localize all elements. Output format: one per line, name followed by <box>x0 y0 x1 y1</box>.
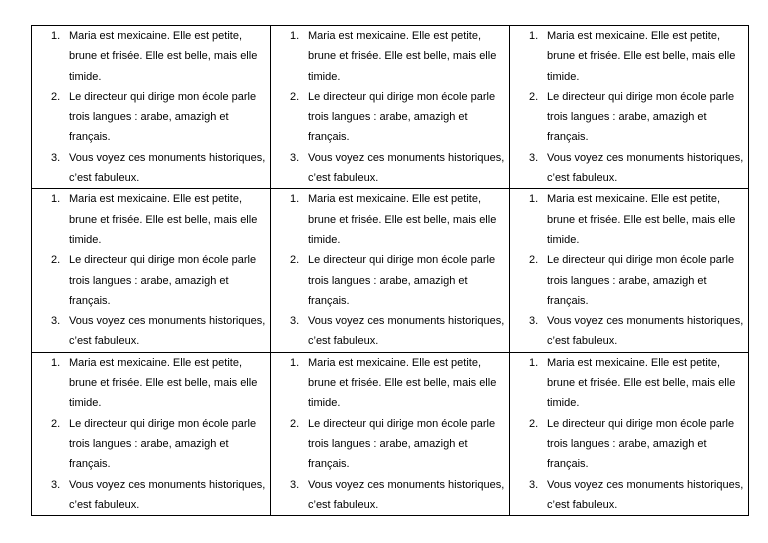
list-number: 2. <box>51 254 61 267</box>
sentence-text: Vous voyez ces monuments historiques, c’est fabuleux. <box>69 151 266 185</box>
list-number: 3. <box>290 151 300 164</box>
sentence-text: Le directeur qui dirige mon école parle trois langues : arabe, amazigh et français. <box>69 254 257 307</box>
sentence-text: Le directeur qui dirige mon école parle trois langues : arabe, amazigh et français. <box>308 90 496 144</box>
sentence-text: Le directeur qui dirige mon école parle trois langues : arabe, amazigh et français. <box>547 417 735 471</box>
list-item <box>287 148 505 189</box>
list-number: 3. <box>529 315 539 328</box>
list-item <box>287 414 505 475</box>
list-item <box>48 414 266 475</box>
table-cell <box>510 26 749 189</box>
worksheet-table <box>31 25 749 516</box>
list-item <box>287 475 505 516</box>
list-item <box>48 250 266 311</box>
table-cell <box>271 189 510 352</box>
list-number: 1. <box>529 30 539 42</box>
list-number: 2. <box>290 254 300 267</box>
list-item <box>526 189 744 250</box>
sentence-text: Le directeur qui dirige mon école parle trois langues : arabe, amazigh et français. <box>547 254 735 307</box>
list-number: 3. <box>51 478 61 491</box>
list-item <box>526 353 744 414</box>
list-number: 1. <box>290 193 300 206</box>
sentence-text: Le directeur qui dirige mon école parle trois langues : arabe, amazigh et français. <box>69 90 257 144</box>
list-number: 2. <box>290 90 300 103</box>
list-number: 2. <box>529 417 539 430</box>
list-number: 1. <box>51 30 61 42</box>
sentence-text: Maria est mexicaine. Elle est petite, brune et frisée. Elle est belle, mais elle timide. <box>308 193 497 246</box>
table-cell <box>32 189 271 352</box>
sentence-list <box>271 353 509 515</box>
table-cell <box>510 189 749 352</box>
list-number: 3. <box>290 315 300 328</box>
sentence-text: Le directeur qui dirige mon école parle trois langues : arabe, amazigh et français. <box>547 90 735 144</box>
table-cell <box>32 352 271 515</box>
sentence-text: Maria est mexicaine. Elle est petite, brune et frisée. Elle est belle, mais elle timide. <box>69 30 258 83</box>
sentence-list <box>271 26 509 188</box>
sentence-text: Vous voyez ces monuments historiques, c’est fabuleux. <box>547 478 744 511</box>
sentence-list <box>510 189 748 351</box>
sentence-list <box>32 189 270 351</box>
list-number: 2. <box>529 254 539 267</box>
list-number: 1. <box>51 193 61 206</box>
table-row <box>32 352 749 515</box>
sentence-text: Maria est mexicaine. Elle est petite, brune et frisée. Elle est belle, mais elle timide. <box>547 193 736 246</box>
list-number: 1. <box>290 30 300 42</box>
list-number: 1. <box>529 356 539 369</box>
sentence-text: Le directeur qui dirige mon école parle trois langues : arabe, amazigh et français. <box>308 254 496 307</box>
sentence-text: Maria est mexicaine. Elle est petite, brune et frisée. Elle est belle, mais elle timide. <box>308 356 497 410</box>
sentence-text: Maria est mexicaine. Elle est petite, brune et frisée. Elle est belle, mais elle timide. <box>547 30 736 83</box>
list-item <box>48 353 266 414</box>
list-item <box>526 26 744 87</box>
list-number: 3. <box>51 151 61 164</box>
list-item <box>287 250 505 311</box>
sentence-text: Maria est mexicaine. Elle est petite, brune et frisée. Elle est belle, mais elle timide. <box>69 193 258 246</box>
list-item <box>287 87 505 148</box>
table-cell <box>271 352 510 515</box>
list-item <box>287 353 505 414</box>
table-row <box>32 189 749 352</box>
list-number: 2. <box>529 90 539 103</box>
list-item <box>48 311 266 352</box>
list-item <box>287 311 505 352</box>
list-item <box>48 148 266 189</box>
table-cell <box>271 26 510 189</box>
list-item <box>526 414 744 475</box>
list-item <box>526 250 744 311</box>
list-item <box>48 26 266 87</box>
list-number: 3. <box>290 478 300 491</box>
list-item <box>48 87 266 148</box>
list-item <box>526 311 744 352</box>
sentence-text: Vous voyez ces monuments historiques, c’est fabuleux. <box>308 151 505 185</box>
sentence-text: Vous voyez ces monuments historiques, c’est fabuleux. <box>308 478 505 511</box>
list-number: 2. <box>51 417 61 430</box>
sentence-text: Maria est mexicaine. Elle est petite, brune et frisée. Elle est belle, mais elle timide. <box>69 356 258 410</box>
sentence-text: Maria est mexicaine. Elle est petite, brune et frisée. Elle est belle, mais elle timide. <box>308 30 497 83</box>
sentence-text: Vous voyez ces monuments historiques, c’est fabuleux. <box>69 315 266 348</box>
list-item <box>526 87 744 148</box>
sentence-text: Le directeur qui dirige mon école parle trois langues : arabe, amazigh et français. <box>69 417 257 471</box>
list-number: 1. <box>290 356 300 369</box>
table-row <box>32 26 749 189</box>
list-item <box>287 26 505 87</box>
sentence-list <box>510 353 748 515</box>
sentence-list <box>271 189 509 351</box>
list-item <box>48 475 266 516</box>
sentence-list <box>32 353 270 515</box>
list-number: 1. <box>51 356 61 369</box>
table-cell <box>510 352 749 515</box>
sentence-text: Vous voyez ces monuments historiques, c’est fabuleux. <box>69 478 266 511</box>
list-number: 3. <box>529 478 539 491</box>
list-item <box>48 189 266 250</box>
list-number: 2. <box>290 417 300 430</box>
sentence-text: Vous voyez ces monuments historiques, c’est fabuleux. <box>308 315 505 348</box>
list-number: 3. <box>51 315 61 328</box>
sentence-text: Maria est mexicaine. Elle est petite, brune et frisée. Elle est belle, mais elle timide. <box>547 356 736 410</box>
sentence-text: Vous voyez ces monuments historiques, c’est fabuleux. <box>547 315 744 348</box>
list-number: 3. <box>529 151 539 164</box>
sentence-text: Le directeur qui dirige mon école parle trois langues : arabe, amazigh et français. <box>308 417 496 471</box>
table-cell <box>32 26 271 189</box>
sentence-list <box>510 26 748 188</box>
sentence-list <box>32 26 270 188</box>
list-item <box>287 189 505 250</box>
list-item <box>526 148 744 189</box>
sentence-text: Vous voyez ces monuments historiques, c’est fabuleux. <box>547 151 744 185</box>
list-item <box>526 475 744 516</box>
list-number: 2. <box>51 90 61 103</box>
list-number: 1. <box>529 193 539 206</box>
